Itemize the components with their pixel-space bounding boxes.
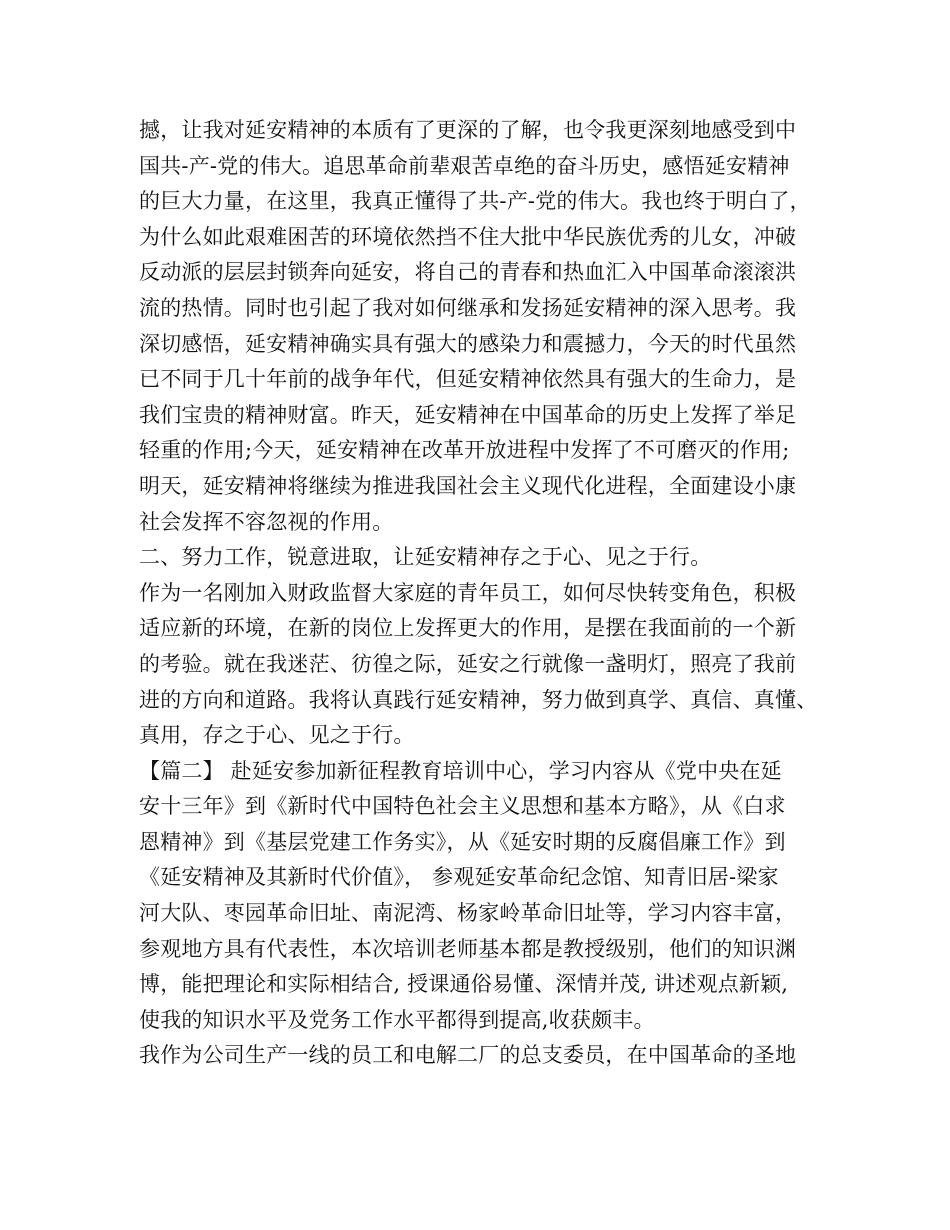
text-line: 博，能把理论和实际相结合, 授课通俗易懂、深情并茂, 讲述观点新颖, (139, 972, 789, 997)
text-line: 的巨大力量，在这里，我真正懂得了共-产-党的伟大。我也终于明白了， (139, 189, 811, 214)
text-line: 我作为公司生产一线的员工和电解二厂的总支委员，在中国革命的圣地 (139, 1043, 797, 1068)
text-line: 撼，让我对延安精神的本质有了更深的了解，也令我更深刻地感受到中 (139, 118, 797, 142)
text-line: 我们宝贵的精神财富。昨天，延安精神在中国革命的历史上发挥了举足 (139, 402, 797, 427)
section-heading: 二、努力工作，锐意进取，让延安精神存之于心、见之于行。 (139, 545, 712, 570)
text-line: 进的方向和道路。我将认真践行延安精神，努力做到真学、真信、真懂、 (139, 687, 818, 712)
text-line: 反动派的层层封锁奔向延安，将自己的青春和热血汇入中国革命滚滚洪 (139, 260, 797, 285)
text-line: 河大队、枣园革命旧址、南泥湾、杨家岭革命旧址等，学习内容丰富， (139, 901, 797, 926)
text-line: 流的热情。同时也引起了我对如何继承和发扬延安精神的深入思考。我 (139, 295, 797, 320)
text-line: 《延安精神及其新时代价值》， 参观延安革命纪念馆、知青旧居-梁家 (139, 865, 779, 890)
text-line: 安十三年》到《新时代中国特色社会主义思想和基本方略》，从《白求 (139, 794, 786, 819)
text-line: 深切感悟，延安精神确实具有强大的感染力和震撼力，今天的时代虽然 (139, 331, 797, 356)
text-line: 恩精神》到《基层党建工作务实》，从《延安时期的反腐倡廉工作》到 (139, 829, 786, 854)
text-line: 已不同于几十年前的战争年代，但延安精神依然具有强大的生命力，是 (139, 367, 797, 392)
text-line: 的考验。就在我迷茫、彷徨之际，延安之行就像一盏明灯，照亮了我前 (139, 651, 797, 676)
body-text (139, 113, 839, 1074)
text-line: 作为一名刚加入财政监督大家庭的青年员工，如何尽快转变角色，积极 (139, 580, 797, 605)
text-line: 适应新的环境，在新的岗位上发挥更大的作用，是摆在我面前的一个新 (139, 616, 797, 641)
text-line: 参观地方具有代表性，本次培训老师基本都是教授级别，他们的知识渊 (139, 936, 797, 961)
text-line: 使我的知识水平及党务工作水平都得到提高,收获颇丰。 (139, 1007, 655, 1032)
text-line: 【篇二】 赴延安参加新征程教育培训中心，学习内容从《党中央在延 (139, 758, 782, 783)
text-line: 为什么如此艰难困苦的环境依然挡不住大批中华民族优秀的儿女，冲破 (139, 224, 797, 249)
text-line: 真用，存之于心、见之于行。 (139, 723, 415, 748)
text-line: 轻重的作用;今天，延安精神在改革开放进程中发挥了不可磨灭的作用; (139, 438, 790, 463)
text-line: 社会发挥不容忽视的作用。 (139, 509, 394, 534)
text-line: 国共-产-党的伟大。追思革命前辈艰苦卓绝的奋斗历史，感悟延安精神 (139, 153, 790, 178)
text-line: 明天，延安精神将继续为推进我国社会主义现代化进程，全面建设小康 (139, 473, 797, 498)
